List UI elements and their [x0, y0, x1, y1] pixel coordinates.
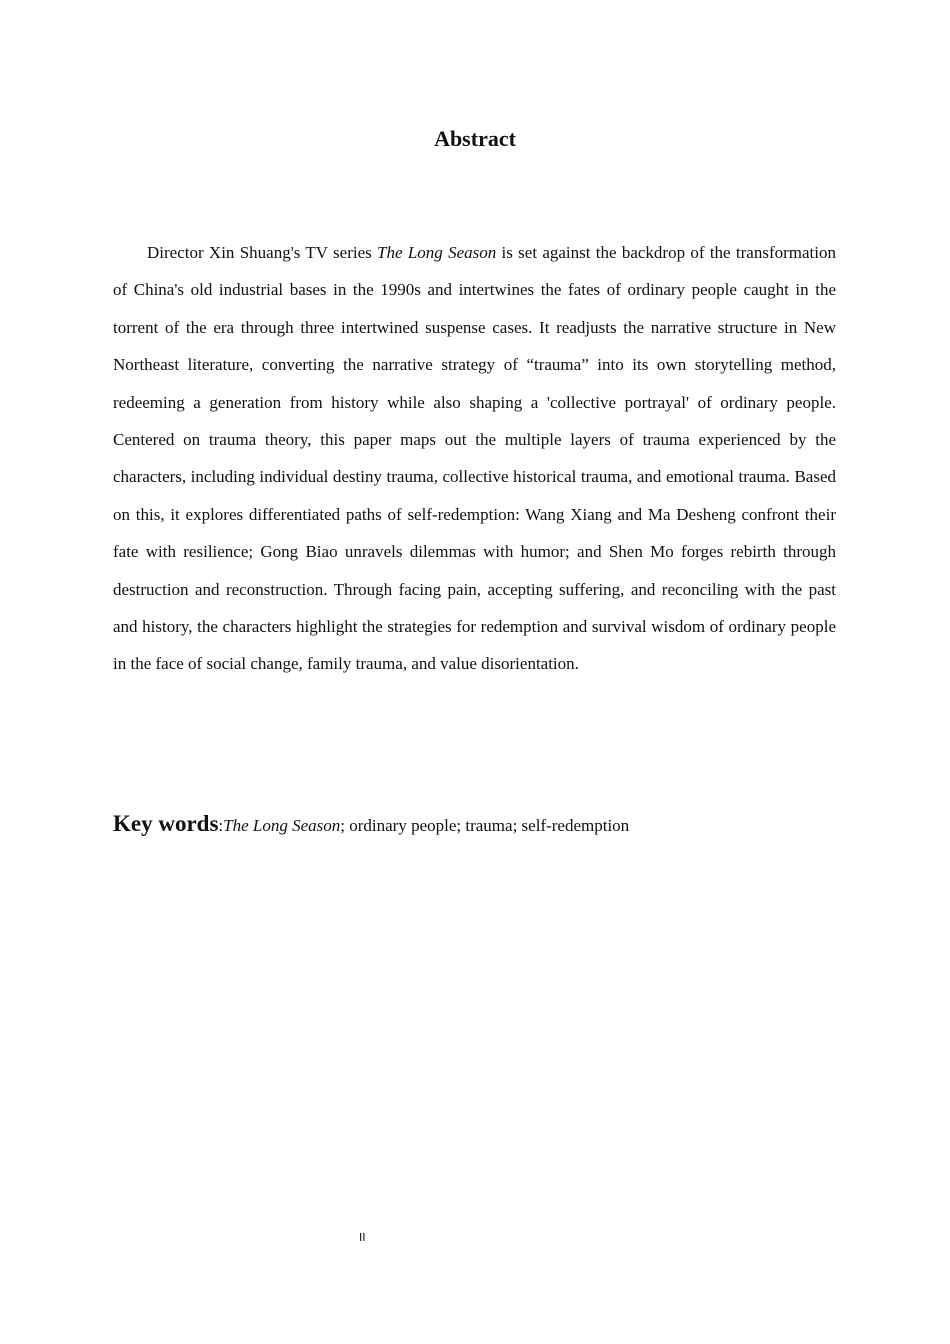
abstract-paragraph: [113, 234, 836, 683]
abstract-heading: Abstract: [434, 126, 516, 151]
keywords-list: ; ordinary people; trauma; self-redemption: [340, 816, 630, 835]
keywords-line: [113, 806, 836, 844]
page-number: II: [359, 1231, 366, 1244]
keywords-separator: :: [218, 816, 224, 835]
keyword-series-title: The Long Season: [223, 816, 341, 835]
abstract-text-intro: Director Xin Shuang's TV series: [147, 243, 378, 262]
keywords-label: Key words: [113, 811, 219, 836]
abstract-text-main: is set against the backdrop of the transformation of China's old industrial bases in the 1990s and intertwines the fates of ordinary people caught in the torrent of the era through three intertwined suspense cases. It readjusts the narrative structure in New Northeast literature, converting the narrative strategy of “trauma” into its own storytelling method, redeeming a generation from history while also shaping a 'collective portrayal' of ordinary people. Centered on trauma theory, this paper maps out the multiple layers of trauma experienced by the characters, including individual destiny trauma, collective historical trauma, and emotional trauma. Based on this, it explores differentiated paths of self-redemption: Wang Xiang and Ma Desheng confront their fate with resilience; Gong Biao unravels dilemmas with humor; and Shen Mo forges rebirth through destruction and reconstruction. Through facing pain, accepting suffering, and reconciling with the past and history, the characters highlight the strategies for redemption and survival wisdom of ordinary people in the face of social change, family trauma, and value disorientation.: [113, 243, 836, 674]
abstract-series-title: The Long Season: [377, 243, 497, 262]
